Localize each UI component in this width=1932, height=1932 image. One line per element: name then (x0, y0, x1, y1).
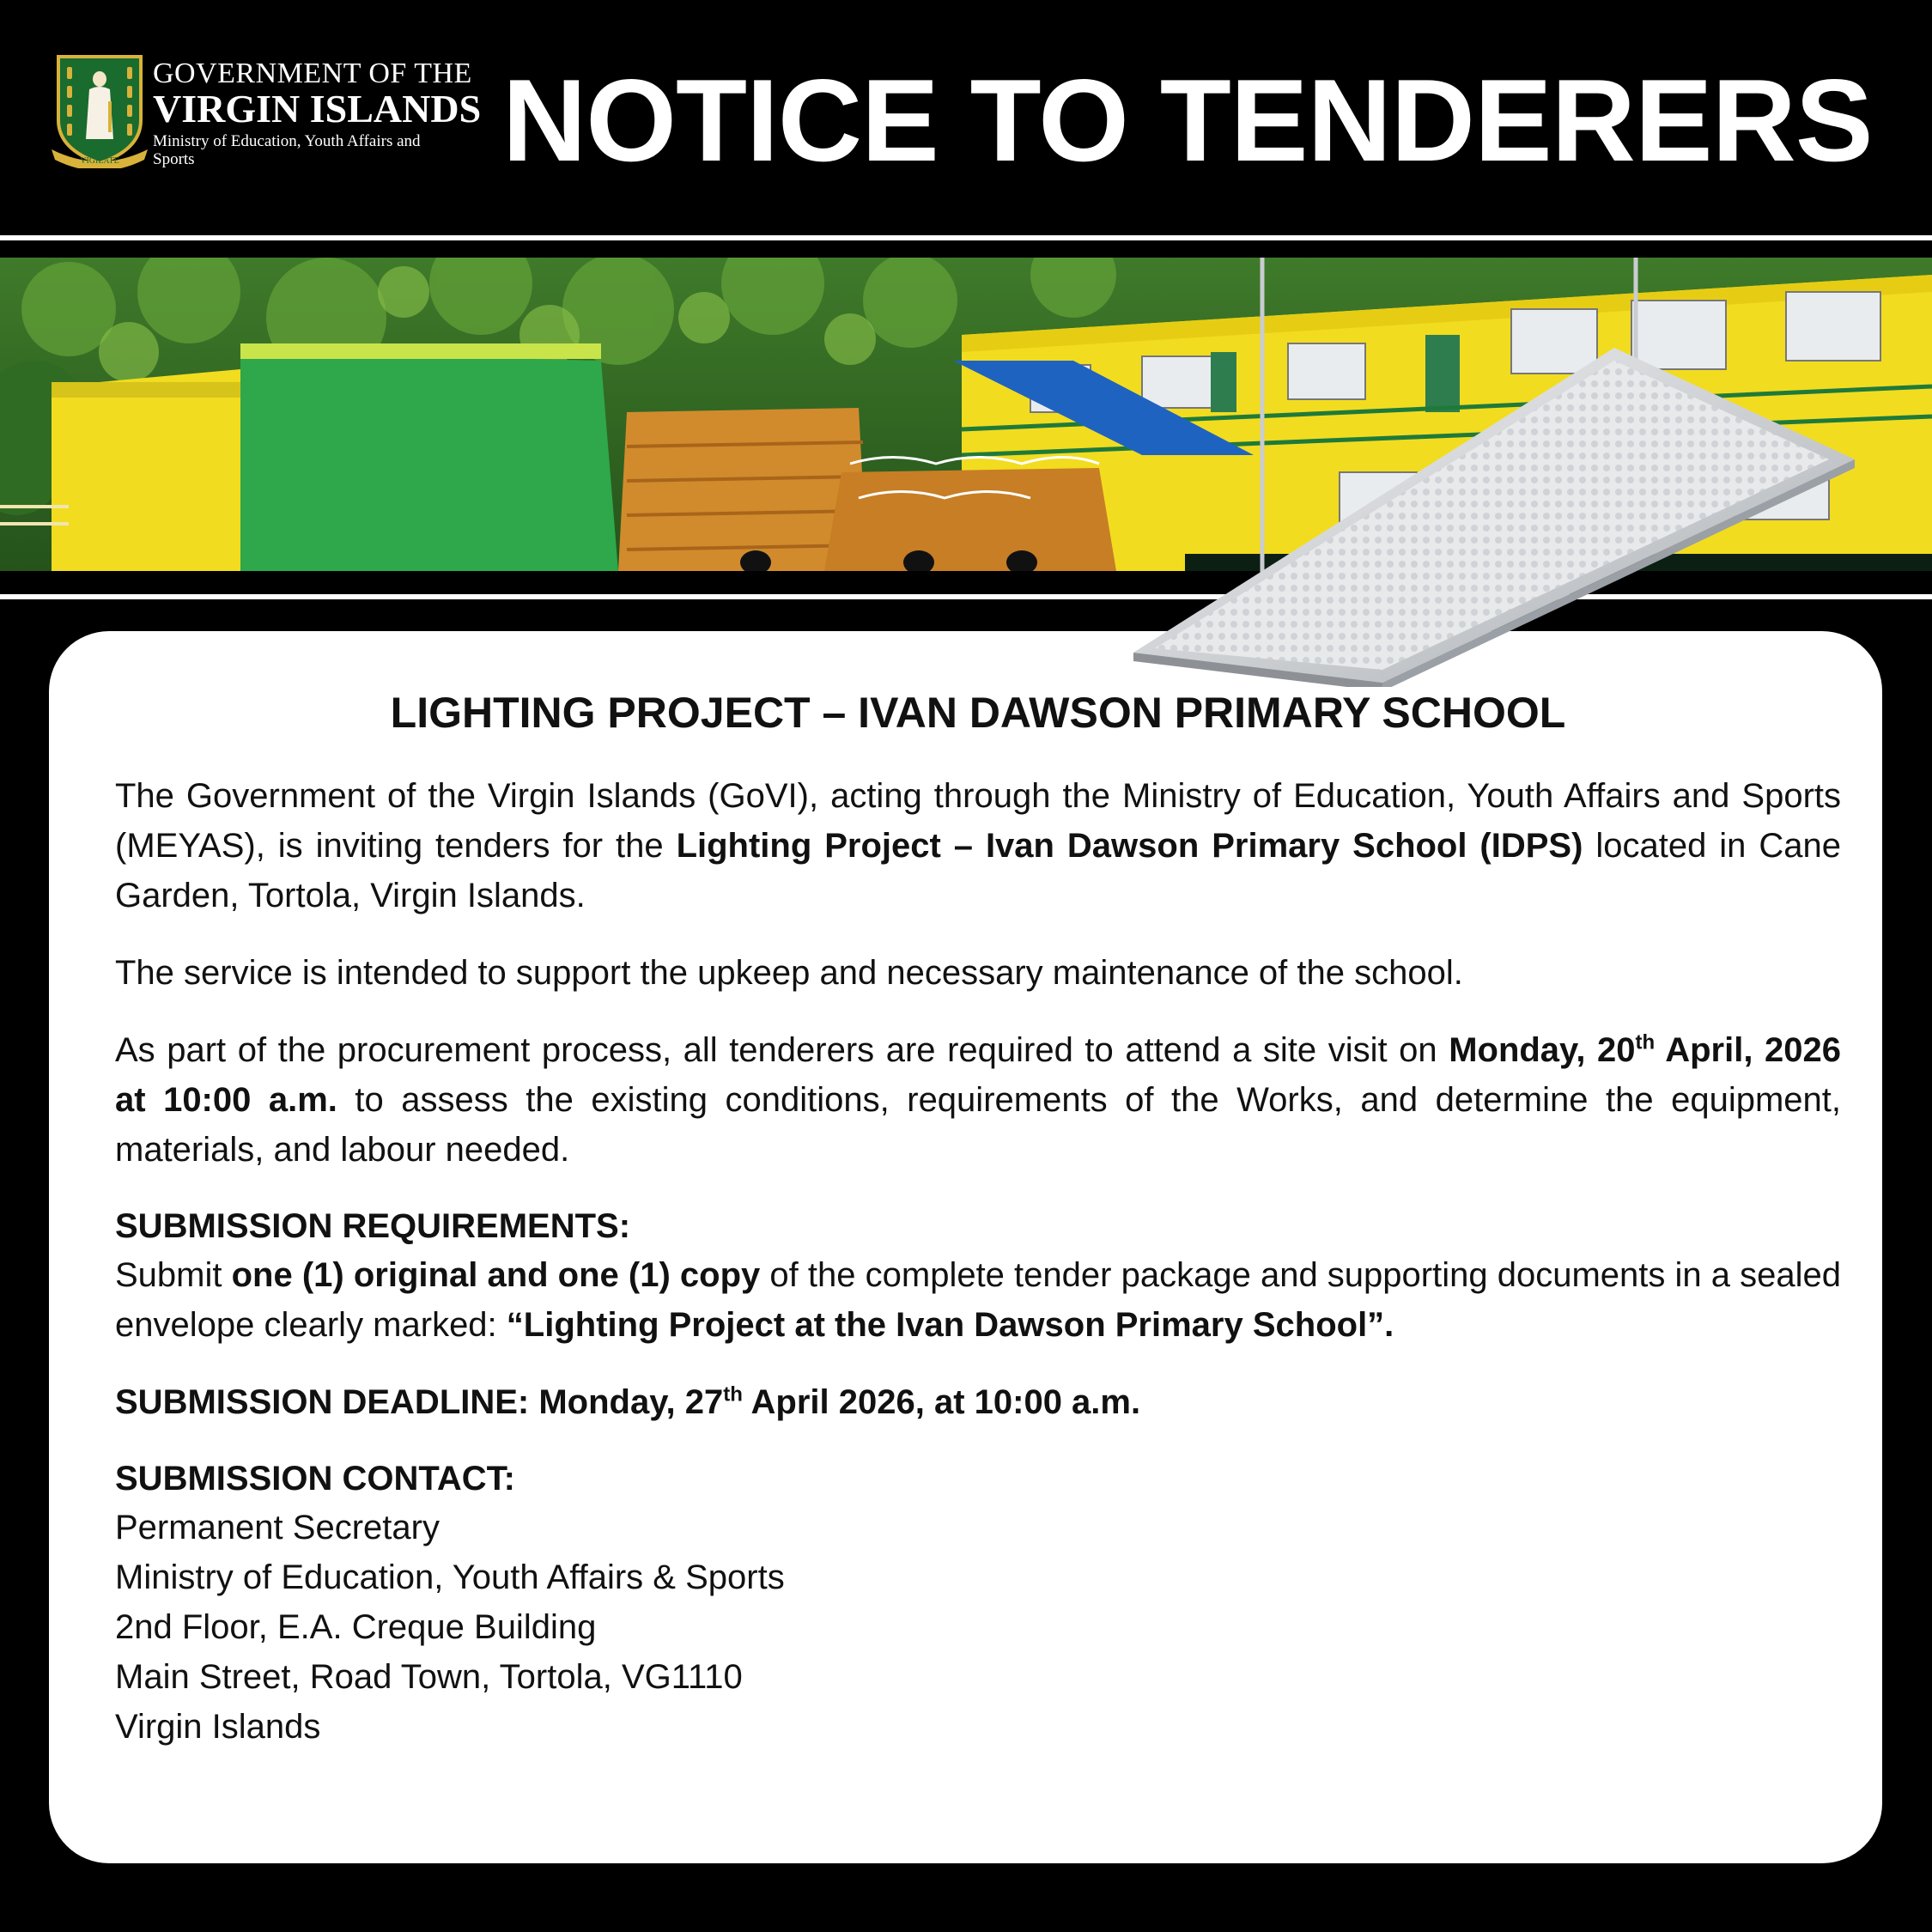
notice-card (49, 631, 1882, 1863)
site-visit-text: As part of the procurement process, all tenderers are required to attend a site visit on (115, 1031, 1449, 1069)
deadline-heading: SUBMISSION DEADLINE: (115, 1383, 530, 1421)
contact-line: Main Street, Road Town, Tortola, VG1110 (115, 1658, 743, 1696)
led-light-fixture-icon (1108, 258, 1880, 687)
contact-line: 2nd Floor, E.A. Creque Building (115, 1608, 597, 1646)
site-visit-paragraph (115, 1025, 1841, 1175)
contact-line: Permanent Secretary (115, 1509, 440, 1546)
copies-count: one (1) original and one (1) copy (231, 1256, 761, 1294)
site-visit-date: Monday, 20th April, 2026 at 10:00 a.m. (115, 1030, 1841, 1119)
envelope-text: of the complete tender package and supporting documents in a sealed envelope clearly marked: (115, 1256, 1842, 1344)
contact-line: Virgin Islands (115, 1708, 321, 1746)
site-visit-purpose: to assess the existing conditions, requirements of the Works, and determine the equipment, materials, and labour needed. (115, 1081, 1841, 1169)
requirements-text: Submit (115, 1256, 232, 1294)
government-logo-text (153, 58, 481, 168)
project-title: LIGHTING PROJECT – IVAN DAWSON PRIMARY SCHOOL (390, 689, 1566, 737)
intro-text: The Government of the Virgin Islands (GoVI), acting through the Ministry of Education, Youth Affairs and Sports (MEYAS), is inviting tenders for the (115, 777, 1841, 865)
svg-text:VIGILATE: VIGILATE (80, 156, 119, 166)
virgin-islands-line: VIRGIN ISLANDS (153, 87, 482, 131)
divider-top (0, 235, 1932, 240)
requirements-heading: SUBMISSION REQUIREMENTS: (115, 1207, 631, 1245)
envelope-marking: “Lighting Project at the Ivan Dawson Primary School”. (506, 1306, 1394, 1344)
submission-contact (115, 1455, 1841, 1752)
notice-body (115, 687, 1841, 1752)
location-text: located in Cane Garden, Tortola, Virgin Islands. (115, 827, 1841, 914)
contact-line: Ministry of Education, Youth Affairs & Sports (115, 1558, 785, 1596)
contact-heading: SUBMISSION CONTACT: (115, 1460, 515, 1498)
service-paragraph: The service is intended to support the upkeep and necessary maintenance of the school. (115, 954, 1463, 992)
submission-deadline (115, 1377, 1841, 1427)
submission-requirements (115, 1202, 1841, 1350)
intro-paragraph (115, 771, 1841, 920)
page-title: NOTICE TO TENDERERS (502, 55, 1873, 185)
project-name: Lighting Project – Ivan Dawson Primary School (IDPS) (676, 827, 1583, 865)
coat-of-arms-icon (52, 53, 148, 168)
deadline-date: Monday, 27th April 2026, at 10:00 a.m. (529, 1382, 1141, 1421)
ministry-name: Ministry of Education, Youth Affairs and Sports (153, 132, 421, 168)
government-line: GOVERNMENT OF THE (153, 58, 472, 89)
header (0, 0, 1932, 232)
